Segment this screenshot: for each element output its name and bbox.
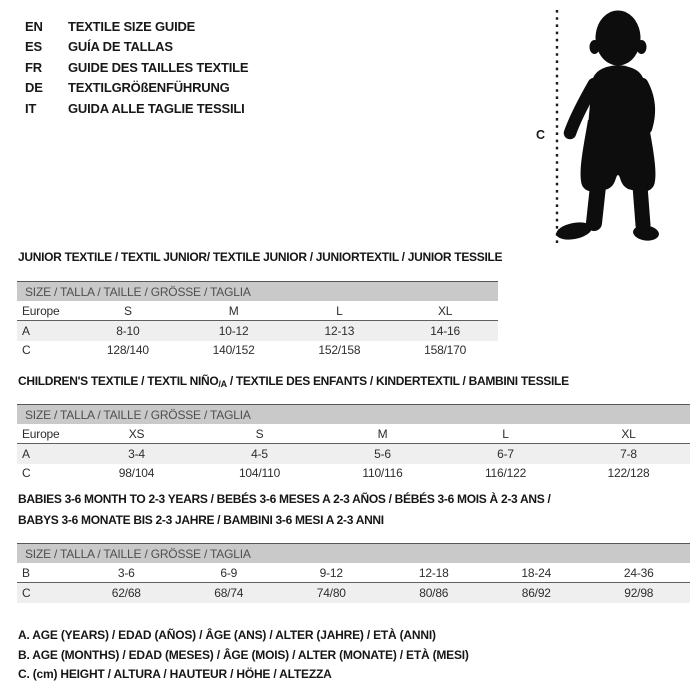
size-column-header: 6-9 (220, 565, 238, 580)
table-row-age (17, 444, 690, 464)
size-column-header: 12-18 (418, 565, 449, 580)
table-header-row (17, 563, 690, 583)
height-measure-line (536, 10, 557, 244)
table-cell: 62/68 (111, 585, 141, 600)
table-cell: 122/128 (607, 466, 650, 481)
children-title-suffix: / TEXTILE DES ENFANTS / KINDERTEXTIL / BAMBINI TESSILE (226, 374, 569, 388)
babies-size-table (17, 543, 690, 603)
language-row-es (25, 37, 248, 58)
size-column-header: L (336, 303, 343, 318)
table-cell: 68/74 (214, 585, 244, 600)
language-row-de (25, 78, 248, 99)
language-list (25, 16, 248, 119)
table-cell: 104/110 (238, 466, 281, 481)
language-row-fr (25, 57, 248, 78)
language-title: TEXTILE SIZE GUIDE (68, 18, 196, 34)
babies-title-line2: BABYS 3-6 MONATE BIS 2-3 JAHRE / BAMBINI 3-6 MESI A 2-3 ANNI (18, 513, 384, 527)
children-title-sub: /A (218, 379, 227, 389)
size-header-bar: SIZE / TALLA / TAILLE / GRÖSSE / TAGLIA (17, 404, 690, 424)
table-cell: 5-6 (374, 446, 391, 461)
children-title-prefix: CHILDREN'S TEXTILE / TEXTIL NIÑO (18, 374, 219, 388)
language-title: TEXTILGRÖßENFÜHRUNG (68, 80, 230, 96)
row-label: C (22, 585, 31, 600)
table-cell: 3-4 (128, 446, 145, 461)
table-row-height (17, 341, 498, 361)
row-label: Europe (22, 303, 60, 318)
language-row-en (25, 16, 248, 37)
row-label: Europe (22, 426, 60, 441)
table-cell: 10-12 (218, 323, 249, 338)
table-row-age (17, 321, 498, 341)
children-section-title (18, 374, 569, 389)
footnotes (18, 626, 469, 685)
size-column-header: XS (128, 426, 145, 441)
size-column-header: M (377, 426, 388, 441)
row-label: B (22, 565, 30, 580)
babies-section-title (18, 489, 550, 531)
size-column-header: M (228, 303, 239, 318)
row-label: C (22, 466, 31, 481)
size-column-header: 9-12 (319, 565, 343, 580)
size-column-header: XL (437, 303, 453, 318)
table-cell: 8-10 (116, 323, 140, 338)
table-cell: 110/116 (362, 466, 403, 481)
size-column-header: XL (621, 426, 636, 441)
table-row-height (17, 464, 690, 484)
language-code: ES (25, 39, 42, 55)
junior-section-title: JUNIOR TEXTILE / TEXTIL JUNIOR/ TEXTILE JUNIOR / JUNIORTEXTIL / JUNIOR TESSILE (18, 250, 503, 264)
language-code: IT (25, 100, 37, 116)
table-cell: 14-16 (430, 323, 460, 338)
language-row-it (25, 98, 248, 119)
children-size-table (17, 404, 690, 483)
size-header-bar: SIZE / TALLA / TAILLE / GRÖSSE / TAGLIA (17, 543, 690, 563)
junior-size-table (17, 281, 498, 360)
language-code: FR (25, 59, 42, 75)
table-cell: 12-13 (324, 323, 355, 338)
footnote-b: B. AGE (MONTHS) / EDAD (MESES) / ÂGE (MOIS) / ALTER (MONATE) / ETÀ (MESI) (18, 647, 469, 662)
table-cell: 158/170 (424, 343, 467, 358)
language-title: GUIDA ALLE TAGLIE TESSILI (68, 100, 245, 116)
language-code: DE (25, 80, 43, 96)
table-cell: 152/158 (318, 343, 361, 358)
table-cell: 4-5 (251, 446, 268, 461)
size-column-header: S (255, 426, 264, 441)
toddler-silhouette-icon (555, 11, 660, 243)
table-header-row (17, 424, 690, 444)
language-title: GUÍA DE TALLAS (68, 39, 173, 55)
size-column-header: 24-36 (623, 565, 654, 580)
table-header-row (17, 301, 498, 321)
size-column-header: L (502, 426, 509, 441)
footnote-a: A. AGE (YEARS) / EDAD (AÑOS) / ÂGE (ANS) / ALTER (JAHRE) / ETÀ (ANNI) (18, 628, 436, 642)
size-column-header: 3-6 (117, 565, 135, 580)
size-column-header: 18-24 (521, 565, 552, 580)
baby-figure (528, 2, 700, 248)
row-label: C (22, 343, 31, 358)
row-label: A (22, 323, 30, 338)
row-label: A (22, 446, 30, 461)
table-row-height (17, 583, 690, 603)
language-title: GUIDE DES TAILLES TEXTILE (68, 59, 249, 75)
table-cell: 86/92 (521, 585, 551, 600)
measure-label: C (536, 128, 546, 142)
table-cell: 80/86 (419, 585, 449, 600)
table-cell: 98/104 (118, 466, 155, 481)
size-header-bar: SIZE / TALLA / TAILLE / GRÖSSE / TAGLIA (17, 281, 498, 301)
table-cell: 6-7 (497, 446, 514, 461)
table-cell: 128/140 (106, 343, 149, 358)
language-code: EN (25, 18, 43, 34)
table-cell: 140/152 (212, 343, 255, 358)
table-cell: 116/122 (484, 466, 527, 481)
babies-title-line1: BABIES 3-6 MONTH TO 2-3 YEARS / BEBÉS 3-6 MESES A 2-3 AÑOS / BÉBÉS 3-6 MOIS À 2-3 ANS / (18, 492, 551, 506)
table-cell: 74/80 (316, 585, 346, 600)
size-column-header: S (123, 303, 132, 318)
footnote-c: C. (cm) HEIGHT / ALTURA / HAUTEUR / HÖHE / ALTEZZA (18, 667, 332, 681)
table-cell: 7-8 (620, 446, 637, 461)
table-cell: 92/98 (624, 585, 654, 600)
